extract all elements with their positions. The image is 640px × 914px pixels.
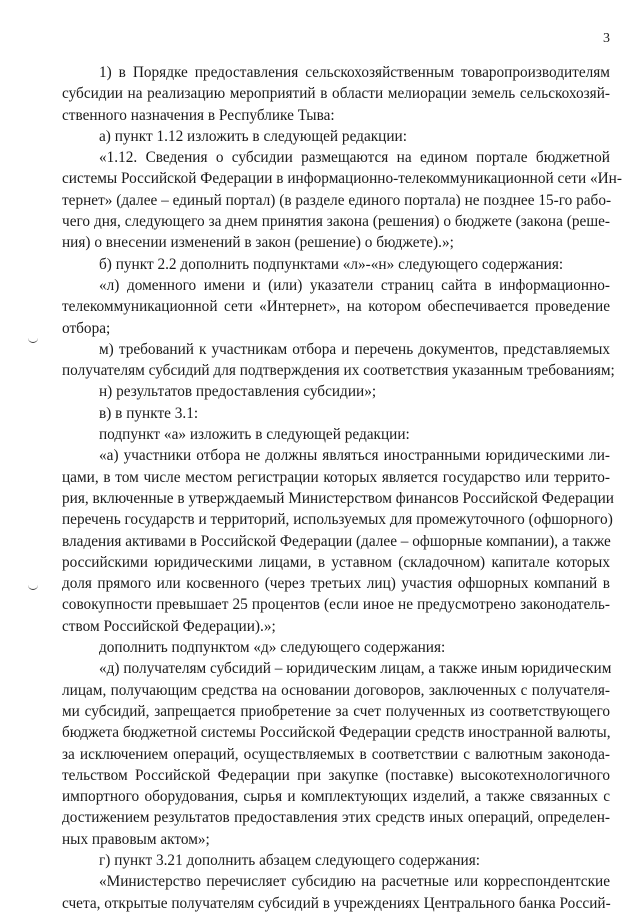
text-line: м) требований к участникам отбора и перечень документов, представляемых: [99, 340, 610, 358]
text-line: системы Российской Федерации в информационно-телекоммуникационной сети «Ин-: [62, 170, 622, 188]
paragraph: [62, 658, 610, 850]
page-number: 3: [603, 31, 610, 46]
paragraph: [62, 339, 615, 382]
text-line: б) пункт 2.2 дополнить подпунктами «л»-«н» следующего содержания:: [99, 255, 564, 273]
text-line: подпункт «а» изложить в следующей редакции:: [99, 426, 410, 444]
text-line: рия, включенные в утверждаемый Министерством финансов Российской Федерации: [62, 489, 614, 507]
text-line: 1) в Порядке предоставления сельскохозяйственным товаропроизводителям: [99, 64, 610, 81]
text-line: н) результатов предоставления субсидии»;: [99, 383, 377, 401]
paragraph: [62, 254, 610, 275]
text-line: тернет» (далее – единый портал) (в разделе единого портала) не позднее 15-го рабо-: [62, 191, 612, 209]
text-line: российскими юридическими лицами, в уставном (складочном) капитале которых: [62, 553, 610, 571]
text-line: ством Российской Федерации).»;: [62, 617, 276, 635]
text-line: «д) получателям субсидий – юридическим лицам, а также иным юридическим: [99, 660, 612, 678]
text-line: отбора;: [62, 319, 111, 337]
paragraph: [62, 126, 610, 147]
text-line: «1.12. Сведения о субсидии размещаются на едином портале бюджетной: [99, 149, 610, 167]
margin-mark-2: [28, 583, 38, 590]
text-line: телекоммуникационной сети «Интернет», на котором обеспечивается проведение: [62, 298, 610, 316]
text-line: ми субсидий, запрещается приобретение за счет полученных из соответствующего: [62, 702, 610, 720]
paragraph: [62, 147, 622, 253]
text-line: ных правовым актом»;: [62, 830, 210, 848]
text-line: в) в пункте 3.1:: [99, 404, 199, 422]
text-line: а) пункт 1.12 изложить в следующей редакции:: [99, 127, 407, 145]
text-line: получателям субсидий для подтверждения их соответствия указанным требованиям;: [62, 362, 615, 380]
text-line: перечень государств и территорий, используемых для промежуточного (офшорного): [62, 511, 613, 529]
paragraph: [62, 850, 610, 871]
text-line: лицам, получающим средства на основании договоров, заключенных с получателя-: [62, 681, 610, 699]
text-line: за исключением операций, осуществляемых в соответствии с валютным законода-: [62, 745, 610, 763]
text-line: г) пункт 3.21 дополнить абзацем следующего содержания:: [99, 851, 481, 869]
text-line: импортного оборудования, сырья и комплектующих изделий, а также связанных с: [62, 788, 610, 806]
paragraph: [62, 403, 610, 424]
paragraph: [62, 871, 610, 914]
text-line: тельством Российской Федерации при закупке (поставке) высокотехнологичного: [62, 766, 610, 784]
text-line: ния) о внесении изменений в закон (решение) о бюджете).»;: [62, 234, 454, 252]
text-line: цами, в том числе местом регистрации которых является государство или террито-: [62, 468, 610, 486]
text-line: доля прямого или косвенного (через третьих лиц) участия офшорных компаний в: [62, 575, 610, 593]
text-line: дополнить подпунктом «д» следующего содержания:: [99, 639, 446, 657]
text-line: «л) доменного имени и (или) указатели страниц сайта в информационно-: [99, 276, 610, 294]
margin-mark-1: [28, 336, 38, 343]
text-line: бюджета бюджетной системы Российской Федерации средств иностранной валюты,: [62, 724, 611, 742]
paragraph: [62, 381, 610, 402]
paragraph: [62, 62, 610, 126]
paragraph: [62, 445, 614, 637]
text-line: ственного назначения в Республике Тыва:: [62, 106, 335, 124]
text-line: совокупности превышает 25 процентов (если иное не предусмотрено законодатель-: [62, 596, 610, 614]
text-line: достижением результатов предоставления этих средств иных операций, определен-: [62, 809, 610, 827]
document-body: [62, 62, 622, 914]
paragraph: [62, 637, 610, 658]
text-line: «а) участники отбора не должны являться иностранными юридическими ли-: [99, 447, 610, 465]
text-line: субсидии на реализацию мероприятий в области мелиорации земель сельскохозяй-: [62, 85, 610, 103]
paragraph: [62, 275, 610, 339]
text-line: «Министерство перечисляет субсидию на расчетные или корреспондентские: [99, 873, 610, 891]
text-line: чего дня, следующего за днем принятия закона (решения) о бюджете (закона (реше-: [62, 213, 610, 231]
paragraph: [62, 424, 610, 445]
text-line: владения активами в Российской Федерации (далее – офшорные компании), а также: [62, 532, 611, 550]
text-line: счета, открытые получателям субсидий в учреждениях Центрального банка Россий-: [62, 894, 611, 912]
